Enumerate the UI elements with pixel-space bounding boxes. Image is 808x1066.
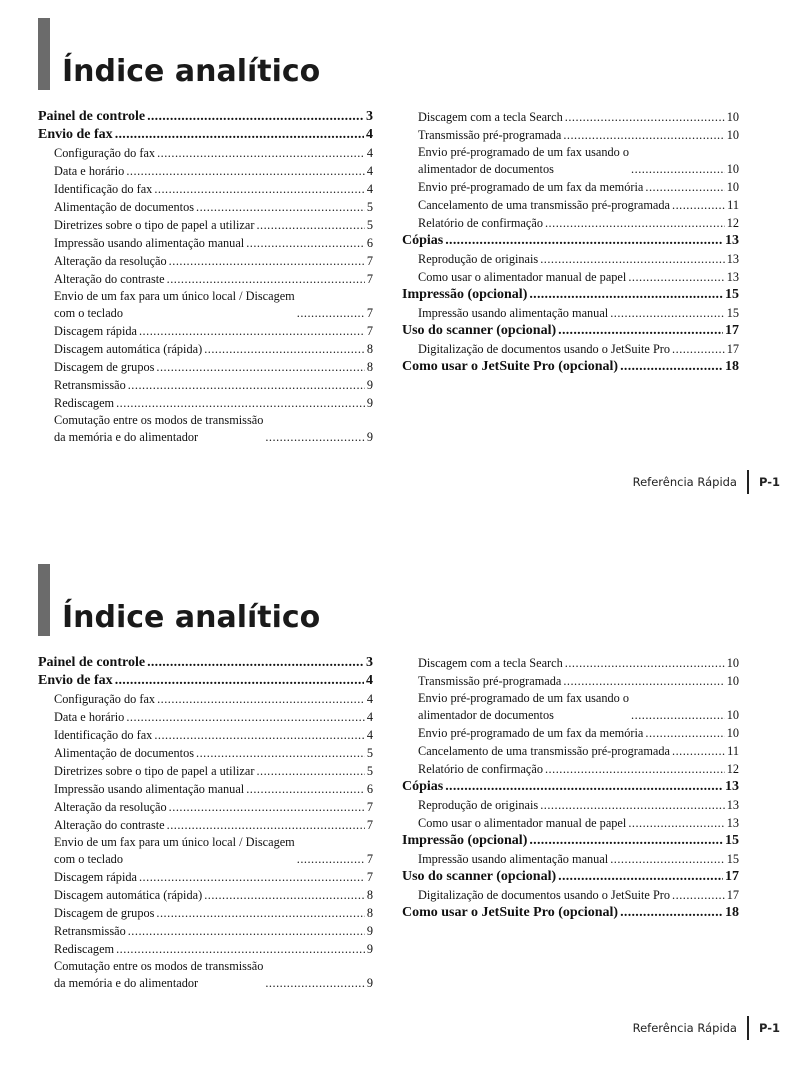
toc-subsection-entry bbox=[38, 690, 373, 708]
toc-entry-page-number: 13 bbox=[725, 233, 739, 248]
toc-section-entry bbox=[402, 322, 739, 340]
toc-subsection-entry bbox=[38, 922, 373, 940]
toc-entry-page-number: 7 bbox=[366, 870, 373, 884]
dot-leader bbox=[610, 304, 725, 322]
toc-entry-label: Impressão usando alimentação manual bbox=[418, 852, 609, 866]
toc-entry-page-number: 17 bbox=[726, 888, 739, 902]
toc-section-entry bbox=[38, 126, 373, 144]
dot-leader bbox=[565, 654, 725, 672]
toc-section-entry bbox=[402, 778, 739, 796]
toc-entry-label: Discagem com a tecla Search bbox=[418, 656, 563, 670]
dot-leader bbox=[156, 358, 364, 376]
toc-entry-label: Discagem com a tecla Search bbox=[418, 110, 563, 124]
dot-leader bbox=[565, 108, 725, 126]
toc-entry-page-number: 12 bbox=[726, 216, 739, 230]
toc-entry-page-number: 15 bbox=[726, 852, 739, 866]
toc-entry-page-number: 7 bbox=[366, 306, 373, 320]
footer-divider bbox=[747, 1016, 749, 1040]
toc-entry-page-number: 13 bbox=[726, 798, 739, 812]
toc-subsection-entry bbox=[402, 214, 739, 232]
toc-subsection-entry bbox=[38, 376, 373, 394]
toc-entry-page-number: 3 bbox=[366, 655, 373, 670]
dot-leader bbox=[167, 270, 365, 288]
toc-subsection-entry bbox=[402, 268, 739, 286]
dot-leader bbox=[204, 886, 365, 904]
toc-entry-page-number: 7 bbox=[366, 800, 373, 814]
page-title: Índice analítico bbox=[62, 600, 321, 635]
toc-entry-label: Discagem automática (rápida) bbox=[54, 342, 203, 356]
toc-subsection-entry bbox=[38, 904, 373, 922]
toc-entry-page-number: 17 bbox=[725, 869, 739, 884]
dot-leader bbox=[246, 234, 365, 252]
toc-subsection-entry bbox=[402, 250, 739, 268]
toc-subsection-entry bbox=[38, 358, 373, 376]
toc-entry-label: Uso do scanner (opcional) bbox=[402, 869, 557, 884]
dot-leader bbox=[154, 726, 365, 744]
dot-leader bbox=[631, 707, 725, 724]
toc-entry-page-number: 10 bbox=[726, 674, 739, 688]
toc-subsection-entry bbox=[402, 760, 739, 778]
toc-entry-page-number: 4 bbox=[366, 182, 373, 196]
footer-label: Referência Rápida bbox=[632, 1021, 737, 1035]
footer-divider bbox=[747, 470, 749, 494]
toc-entry-page-number: 15 bbox=[725, 833, 739, 848]
toc-subsection-entry bbox=[38, 798, 373, 816]
toc-entry-label: Identificação do fax bbox=[54, 182, 153, 196]
toc-entry-page-number: 17 bbox=[725, 323, 739, 338]
dot-leader bbox=[115, 672, 364, 690]
toc-subsection-entry bbox=[38, 834, 373, 868]
toc-entry-page-number: 18 bbox=[725, 905, 739, 920]
toc-entry-page-number: 10 bbox=[726, 656, 739, 670]
toc-subsection-entry bbox=[402, 196, 739, 214]
toc-subsection-entry bbox=[38, 726, 373, 744]
toc-section-entry bbox=[38, 108, 373, 126]
toc-entry-page-number: 11 bbox=[727, 198, 739, 212]
toc-entry-page-number: 8 bbox=[366, 342, 373, 356]
toc-entry-page-number: 13 bbox=[725, 779, 739, 794]
toc-entry-page-number: 9 bbox=[366, 976, 373, 990]
dot-leader bbox=[445, 778, 723, 796]
dot-leader bbox=[628, 814, 724, 832]
toc-subsection-entry bbox=[402, 144, 739, 178]
toc-subsection-entry bbox=[38, 412, 373, 446]
dot-leader bbox=[196, 744, 365, 762]
dot-leader bbox=[196, 198, 365, 216]
toc-entry-label: Transmissão pré-programada bbox=[418, 128, 562, 142]
toc-subsection-entry bbox=[402, 108, 739, 126]
toc-entry-page-number: 9 bbox=[366, 942, 373, 956]
toc-entry-label: Diretrizes sobre o tipo de papel a utilizar bbox=[54, 218, 255, 232]
toc-entry-page-number: 8 bbox=[366, 360, 373, 374]
toc-page-2 bbox=[0, 546, 808, 1066]
toc-entry-label: Como usar o alimentador manual de papel bbox=[418, 270, 627, 284]
dot-leader bbox=[445, 232, 723, 250]
dot-leader bbox=[529, 286, 723, 304]
toc-entry-page-number: 5 bbox=[366, 746, 373, 760]
dot-leader bbox=[169, 252, 365, 270]
toc-section-entry bbox=[402, 904, 739, 922]
toc-subsection-entry bbox=[402, 340, 739, 358]
toc-entry-label: Comutação entre os modos de transmissão da memória e do alimentador bbox=[54, 959, 264, 990]
toc-entry-page-number: 10 bbox=[726, 110, 739, 124]
dot-leader bbox=[139, 322, 365, 340]
title-accent-bar bbox=[38, 18, 50, 90]
dot-leader bbox=[563, 672, 724, 690]
toc-entry-label: Retransmissão bbox=[54, 924, 126, 938]
toc-entry-label: Rediscagem bbox=[54, 942, 115, 956]
toc-section-entry bbox=[402, 832, 739, 850]
toc-entry-label: Envio de um fax para um único local / Discagem com o teclado bbox=[54, 289, 295, 320]
toc-entry-page-number: 9 bbox=[366, 378, 373, 392]
toc-subsection-entry bbox=[38, 198, 373, 216]
toc-entry-page-number: 10 bbox=[726, 162, 739, 176]
toc-entry-label: Envio de um fax para um único local / Discagem com o teclado bbox=[54, 835, 295, 866]
dot-leader bbox=[529, 832, 723, 850]
toc-entry-page-number: 18 bbox=[725, 359, 739, 374]
toc-subsection-entry bbox=[402, 178, 739, 196]
dot-leader bbox=[645, 724, 724, 742]
toc-subsection-entry bbox=[38, 252, 373, 270]
toc-entry-page-number: 4 bbox=[366, 673, 373, 688]
toc-subsection-entry bbox=[402, 886, 739, 904]
toc-entry-label: Envio de fax bbox=[38, 673, 113, 688]
dot-leader bbox=[265, 975, 364, 992]
toc-subsection-entry bbox=[402, 672, 739, 690]
toc-entry-label: Impressão usando alimentação manual bbox=[54, 236, 245, 250]
dot-leader bbox=[157, 690, 365, 708]
footer-page-number: P-1 bbox=[758, 475, 780, 489]
dot-leader bbox=[128, 922, 365, 940]
toc-entry-page-number: 7 bbox=[366, 324, 373, 338]
toc-entry-label: Uso do scanner (opcional) bbox=[402, 323, 557, 338]
toc-entry-label: Discagem rápida bbox=[54, 870, 137, 884]
toc-entry-label: Data e horário bbox=[54, 710, 125, 724]
toc-subsection-entry bbox=[38, 958, 373, 992]
dot-leader bbox=[156, 904, 364, 922]
toc-entry-label: Cancelamento de uma transmissão pré-programada bbox=[418, 744, 670, 758]
footer-label: Referência Rápida bbox=[632, 475, 737, 489]
dot-leader bbox=[128, 376, 365, 394]
toc-subsection-entry bbox=[38, 180, 373, 198]
toc-entry-label: Diretrizes sobre o tipo de papel a utilizar bbox=[54, 764, 255, 778]
toc-subsection-entry bbox=[402, 814, 739, 832]
toc-subsection-entry bbox=[402, 304, 739, 322]
dot-leader bbox=[540, 250, 725, 268]
toc-entry-page-number: 6 bbox=[366, 236, 373, 250]
toc-entry-page-number: 7 bbox=[366, 818, 373, 832]
dot-leader bbox=[297, 305, 365, 322]
toc-entry-page-number: 8 bbox=[366, 888, 373, 902]
toc-entry-label: Digitalização de documentos usando o JetSuite Pro bbox=[418, 888, 671, 902]
toc-left-column bbox=[38, 108, 373, 446]
dot-leader bbox=[126, 708, 365, 726]
page-footer bbox=[633, 470, 780, 494]
toc-entry-page-number: 12 bbox=[726, 762, 739, 776]
dot-leader bbox=[116, 394, 365, 412]
toc-section-entry bbox=[38, 672, 373, 690]
toc-entry-label: Relatório de confirmação bbox=[418, 216, 543, 230]
toc-entry-label: Configuração do fax bbox=[54, 146, 156, 160]
toc-entry-label: Envio pré-programado de um fax da memória bbox=[418, 180, 644, 194]
toc-entry-label: Alimentação de documentos bbox=[54, 200, 195, 214]
toc-entry-label: Retransmissão bbox=[54, 378, 126, 392]
dot-leader bbox=[154, 180, 365, 198]
toc-entry-label: Envio pré-programado de um fax usando o alimentador de documentos bbox=[418, 691, 630, 722]
toc-entry-page-number: 5 bbox=[366, 764, 373, 778]
toc-entry-page-number: 9 bbox=[366, 396, 373, 410]
toc-entry-page-number: 8 bbox=[366, 906, 373, 920]
toc-entry-label: Envio de fax bbox=[38, 127, 113, 142]
dot-leader bbox=[256, 762, 364, 780]
toc-subsection-entry bbox=[38, 394, 373, 412]
dot-leader bbox=[645, 178, 724, 196]
toc-entry-label: Como usar o JetSuite Pro (opcional) bbox=[402, 905, 619, 920]
toc-entry-page-number: 4 bbox=[366, 728, 373, 742]
toc-entry-label: Reprodução de originais bbox=[418, 252, 539, 266]
title-accent-bar bbox=[38, 564, 50, 636]
toc-subsection-entry bbox=[402, 742, 739, 760]
toc-entry-page-number: 4 bbox=[366, 692, 373, 706]
toc-subsection-entry bbox=[38, 744, 373, 762]
dot-leader bbox=[672, 742, 725, 760]
toc-section-entry bbox=[402, 232, 739, 250]
toc-entry-label: Envio pré-programado de um fax da memória bbox=[418, 726, 644, 740]
toc-subsection-entry bbox=[38, 940, 373, 958]
toc-entry-page-number: 15 bbox=[726, 306, 739, 320]
toc-entry-page-number: 5 bbox=[366, 218, 373, 232]
toc-entry-page-number: 3 bbox=[366, 109, 373, 124]
toc-entry-page-number: 10 bbox=[726, 128, 739, 142]
toc-entry-label: Comutação entre os modos de transmissão da memória e do alimentador bbox=[54, 413, 264, 444]
dot-leader bbox=[545, 214, 725, 232]
dot-leader bbox=[540, 796, 725, 814]
dot-leader bbox=[139, 868, 365, 886]
toc-subsection-entry bbox=[402, 724, 739, 742]
toc-entry-page-number: 10 bbox=[726, 726, 739, 740]
toc-entry-label: Discagem automática (rápida) bbox=[54, 888, 203, 902]
dot-leader bbox=[672, 886, 725, 904]
dot-leader bbox=[672, 340, 725, 358]
toc-entry-label: Como usar o JetSuite Pro (opcional) bbox=[402, 359, 619, 374]
toc-section-entry bbox=[402, 868, 739, 886]
toc-entry-label: Painel de controle bbox=[38, 655, 146, 670]
toc-page-1 bbox=[0, 0, 808, 520]
toc-section-entry bbox=[402, 286, 739, 304]
toc-entry-label: Cópias bbox=[402, 233, 444, 248]
toc-subsection-entry bbox=[402, 126, 739, 144]
dot-leader bbox=[256, 216, 364, 234]
toc-entry-label: Transmissão pré-programada bbox=[418, 674, 562, 688]
dot-leader bbox=[628, 268, 724, 286]
toc-entry-page-number: 13 bbox=[726, 816, 739, 830]
toc-entry-label: Alteração da resolução bbox=[54, 800, 167, 814]
toc-subsection-entry bbox=[38, 162, 373, 180]
toc-subsection-entry bbox=[402, 654, 739, 672]
dot-leader bbox=[545, 760, 725, 778]
toc-entry-label: Discagem de grupos bbox=[54, 906, 155, 920]
toc-subsection-entry bbox=[402, 796, 739, 814]
toc-subsection-entry bbox=[38, 288, 373, 322]
page-footer bbox=[633, 1016, 780, 1040]
toc-entry-page-number: 13 bbox=[726, 252, 739, 266]
dot-leader bbox=[297, 851, 365, 868]
dot-leader bbox=[558, 322, 723, 340]
toc-entry-label: Digitalização de documentos usando o JetSuite Pro bbox=[418, 342, 671, 356]
toc-subsection-entry bbox=[38, 816, 373, 834]
toc-section-entry bbox=[38, 654, 373, 672]
dot-leader bbox=[147, 108, 364, 126]
toc-entry-page-number: 9 bbox=[366, 430, 373, 444]
toc-entry-page-number: 6 bbox=[366, 782, 373, 796]
toc-entry-label: Impressão (opcional) bbox=[402, 833, 528, 848]
dot-leader bbox=[246, 780, 365, 798]
dot-leader bbox=[157, 144, 365, 162]
dot-leader bbox=[620, 358, 723, 376]
toc-entry-page-number: 11 bbox=[727, 744, 739, 758]
toc-entry-page-number: 10 bbox=[726, 708, 739, 722]
dot-leader bbox=[167, 816, 365, 834]
dot-leader bbox=[115, 126, 364, 144]
toc-entry-page-number: 7 bbox=[366, 272, 373, 286]
dot-leader bbox=[631, 161, 725, 178]
dot-leader bbox=[116, 940, 365, 958]
toc-entry-label: Cópias bbox=[402, 779, 444, 794]
toc-entry-page-number: 17 bbox=[726, 342, 739, 356]
toc-entry-label: Impressão usando alimentação manual bbox=[418, 306, 609, 320]
toc-entry-label: Alteração do contraste bbox=[54, 818, 165, 832]
toc-entry-page-number: 4 bbox=[366, 146, 373, 160]
toc-subsection-entry bbox=[402, 690, 739, 724]
toc-subsection-entry bbox=[38, 708, 373, 726]
toc-entry-label: Reprodução de originais bbox=[418, 798, 539, 812]
toc-entry-label: Como usar o alimentador manual de papel bbox=[418, 816, 627, 830]
dot-leader bbox=[672, 196, 725, 214]
dot-leader bbox=[620, 904, 723, 922]
toc-entry-page-number: 5 bbox=[366, 200, 373, 214]
toc-entry-label: Discagem de grupos bbox=[54, 360, 155, 374]
dot-leader bbox=[126, 162, 365, 180]
toc-right-column bbox=[402, 108, 739, 376]
dot-leader bbox=[558, 868, 723, 886]
toc-entry-label: Discagem rápida bbox=[54, 324, 137, 338]
toc-subsection-entry bbox=[38, 762, 373, 780]
toc-subsection-entry bbox=[402, 850, 739, 868]
toc-entry-label: Data e horário bbox=[54, 164, 125, 178]
toc-entry-label: Alimentação de documentos bbox=[54, 746, 195, 760]
toc-entry-label: Alteração da resolução bbox=[54, 254, 167, 268]
toc-subsection-entry bbox=[38, 270, 373, 288]
toc-entry-page-number: 10 bbox=[726, 180, 739, 194]
toc-entry-page-number: 7 bbox=[366, 852, 373, 866]
dot-leader bbox=[265, 429, 364, 446]
toc-entry-page-number: 4 bbox=[366, 127, 373, 142]
toc-entry-label: Identificação do fax bbox=[54, 728, 153, 742]
toc-entry-page-number: 15 bbox=[725, 287, 739, 302]
toc-right-column bbox=[402, 654, 739, 922]
toc-entry-page-number: 4 bbox=[366, 710, 373, 724]
toc-entry-label: Rediscagem bbox=[54, 396, 115, 410]
toc-subsection-entry bbox=[38, 216, 373, 234]
toc-entry-page-number: 4 bbox=[366, 164, 373, 178]
toc-entry-label: Relatório de confirmação bbox=[418, 762, 543, 776]
toc-entry-label: Impressão (opcional) bbox=[402, 287, 528, 302]
dot-leader bbox=[563, 126, 724, 144]
toc-entry-label: Envio pré-programado de um fax usando o alimentador de documentos bbox=[418, 145, 630, 176]
toc-subsection-entry bbox=[38, 234, 373, 252]
toc-entry-page-number: 9 bbox=[366, 924, 373, 938]
toc-left-column bbox=[38, 654, 373, 992]
page-title: Índice analítico bbox=[62, 54, 321, 89]
toc-entry-label: Alteração do contraste bbox=[54, 272, 165, 286]
dot-leader bbox=[610, 850, 725, 868]
toc-entry-label: Configuração do fax bbox=[54, 692, 156, 706]
toc-entry-page-number: 13 bbox=[726, 270, 739, 284]
toc-entry-page-number: 7 bbox=[366, 254, 373, 268]
footer-page-number: P-1 bbox=[758, 1021, 780, 1035]
dot-leader bbox=[147, 654, 364, 672]
dot-leader bbox=[169, 798, 365, 816]
toc-subsection-entry bbox=[38, 780, 373, 798]
toc-entry-label: Painel de controle bbox=[38, 109, 146, 124]
toc-subsection-entry bbox=[38, 322, 373, 340]
toc-section-entry bbox=[402, 358, 739, 376]
dot-leader bbox=[204, 340, 365, 358]
toc-subsection-entry bbox=[38, 340, 373, 358]
toc-subsection-entry bbox=[38, 868, 373, 886]
toc-subsection-entry bbox=[38, 144, 373, 162]
toc-entry-label: Impressão usando alimentação manual bbox=[54, 782, 245, 796]
toc-entry-label: Cancelamento de uma transmissão pré-programada bbox=[418, 198, 670, 212]
toc-subsection-entry bbox=[38, 886, 373, 904]
